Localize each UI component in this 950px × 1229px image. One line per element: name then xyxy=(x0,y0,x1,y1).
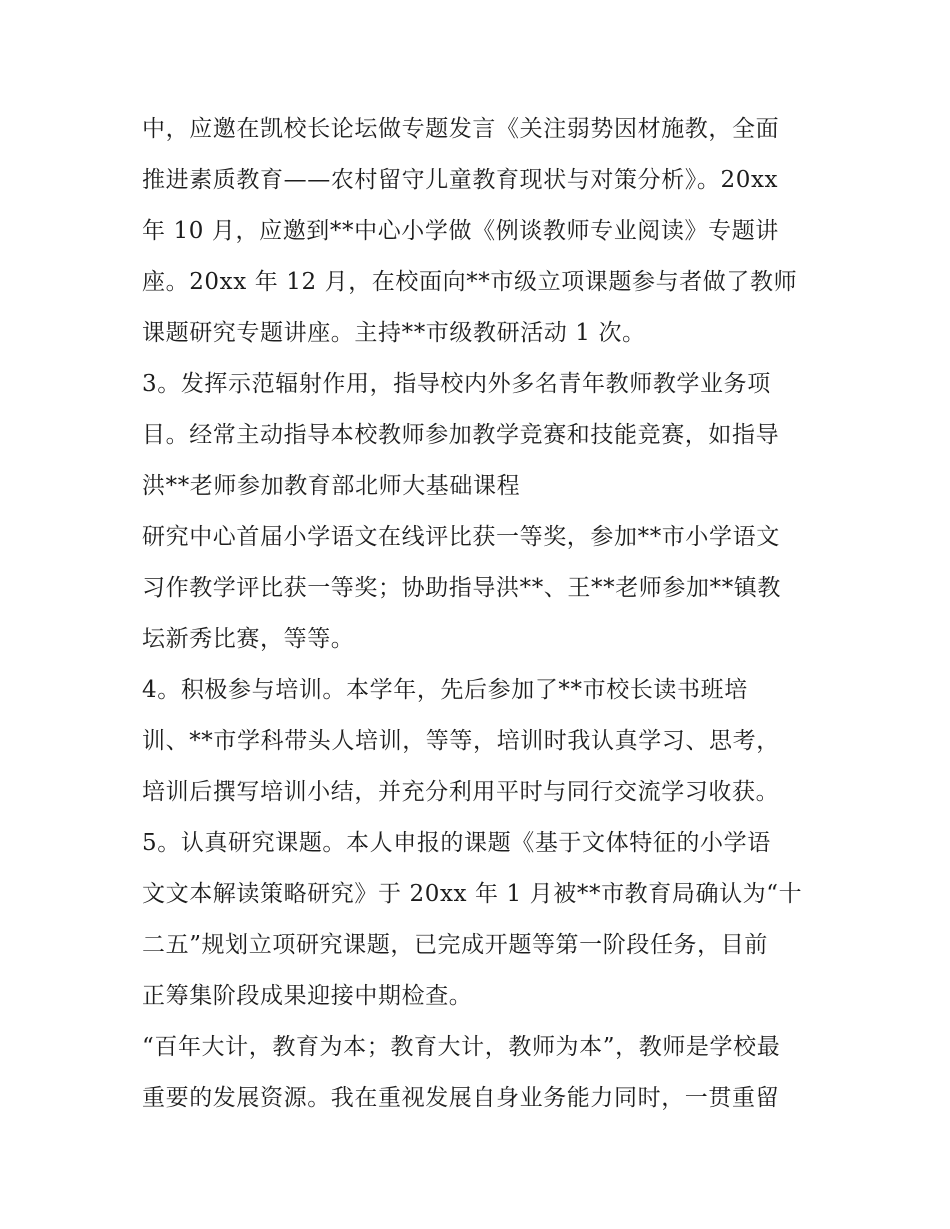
document-body xyxy=(142,104,822,1124)
text-line: 年 10 月，应邀到**中心小学做《例谈教师专业阅读》专题讲 xyxy=(142,218,779,244)
text-line: 3。发挥示范辐射作用，指导校内外多名青年教师教学业务项 xyxy=(142,371,771,397)
text-line: 5。认真研究课题。本人申报的课题《基于文体特征的小学语 xyxy=(142,830,771,856)
text-line: 4。积极参与培训。本学年，先后参加了**市校长读书班培 xyxy=(142,677,748,703)
text-line: “百年大计，教育为本；教育大计，教师为本”，教师是学校最 xyxy=(142,1034,781,1060)
text-line: 文文本解读策略研究》于 20xx 年 1 月被**市教育局确认为“十 xyxy=(142,881,803,907)
text-line: 正筹集阶段成果迎接中期检查。 xyxy=(142,983,473,1009)
text-line: 二五”规划立项研究课题，已完成开题等第一阶段任务，目前 xyxy=(142,932,768,958)
text-line: 中，应邀在凯校长论坛做专题发言《关注弱势因材施教，全面 xyxy=(142,116,780,142)
text-line: 洪**老师参加教育部北师大基础课程 xyxy=(142,473,521,499)
text-line: 培训后撰写培训小结，并充分利用平时与同行交流学习收获。 xyxy=(142,779,780,805)
text-line: 研究中心首届小学语文在线评比获一等奖，参加**市小学语文 xyxy=(142,524,780,550)
text-line: 坛新秀比赛，等等。 xyxy=(142,626,355,652)
text-line: 课题研究专题讲座。主持**市级教研活动 1 次。 xyxy=(142,320,646,346)
text-line: 训、**市学科带头人培训，等等，培训时我认真学习、思考， xyxy=(142,728,780,754)
text-line: 推进素质教育——农村留守儿童教育现状与对策分析》。20xx xyxy=(142,167,779,193)
text-line: 习作教学评比获一等奖；协助指导洪**、王**老师参加**镇教 xyxy=(142,575,781,601)
text-line: 目。经常主动指导本校教师参加教学竞赛和技能竞赛，如指导 xyxy=(142,422,780,448)
text-line: 座。20xx 年 12 月，在校面向**市级立项课题参与者做了教师 xyxy=(142,269,798,295)
text-line: 重要的发展资源。我在重视发展自身业务能力同时，一贯重留 xyxy=(142,1085,780,1111)
